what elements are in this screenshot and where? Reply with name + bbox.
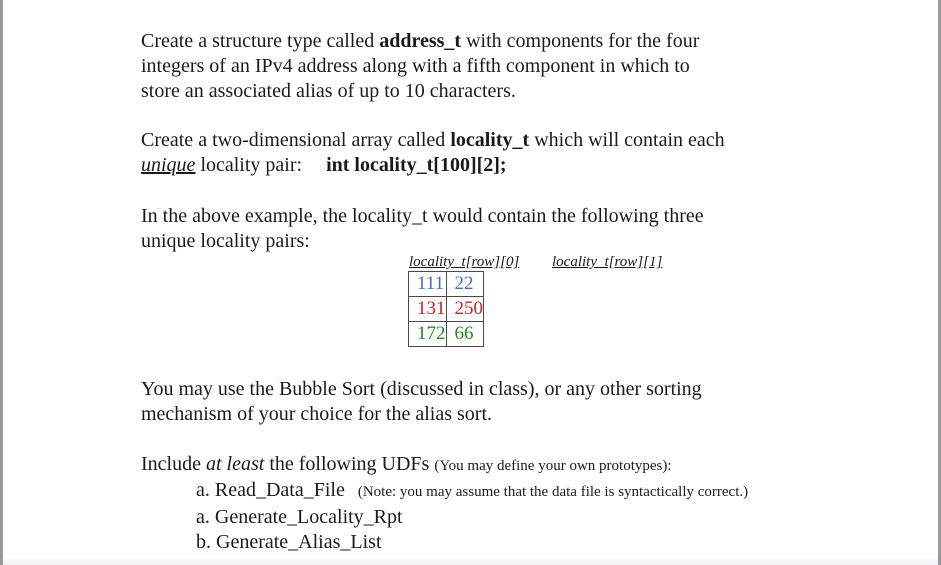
keyword-locality-t: locality_t [450, 129, 530, 151]
table-cell: 250 [446, 297, 484, 322]
paragraph-locality-array [141, 128, 725, 178]
paragraph-line: store an associated alias of up to 10 characters. [141, 80, 516, 102]
paragraph-sorting [141, 377, 702, 427]
list-item [196, 530, 748, 555]
column-header: locality_t[row][1] [552, 254, 663, 270]
emphasis-at-least: at least [205, 453, 265, 475]
paragraph-line [141, 29, 699, 54]
udf-note: (Note: you may assume that the data file is syntactically correct.) [357, 484, 749, 500]
table-cell: 111 [409, 272, 447, 297]
text-run: Create a structure type called [141, 30, 380, 52]
prototype-note: (You may define your own prototypes): [434, 458, 672, 474]
udf-name: b. Generate_Alias_List [196, 531, 382, 553]
text-run: which will contain each [529, 129, 725, 151]
paragraph-line [141, 452, 672, 479]
paragraph-line [141, 128, 725, 153]
udf-list [196, 478, 748, 555]
paragraph-line: You may use the Bubble Sort (discussed in class), or any other sorting [141, 378, 702, 400]
text-run: Include [141, 453, 206, 475]
emphasis-unique: unique [141, 154, 196, 176]
table-row [409, 272, 484, 297]
udf-name: a. Generate_Locality_Rpt [196, 506, 403, 528]
paragraph-line [141, 153, 725, 178]
code-declaration: int locality_t[100][2]; [326, 154, 507, 176]
paragraph-example [141, 204, 704, 254]
table-row [409, 297, 484, 322]
list-item [196, 505, 748, 530]
paragraph-line: In the above example, the locality_t would contain the following three [141, 205, 704, 227]
udf-name: a. Read_Data_File [196, 479, 345, 501]
paragraph-line: integers of an IPv4 address along with a fifth component in which to [141, 55, 690, 77]
text-run: the following UDFs [264, 453, 435, 475]
table-cell: 131 [409, 297, 447, 322]
paragraph-line: mechanism of your choice for the alias sort. [141, 403, 492, 425]
table-cell: 172 [409, 322, 447, 347]
paragraph-udfs [141, 452, 672, 479]
table-cell: 22 [446, 272, 484, 297]
text-run: with components for the four [461, 30, 700, 52]
list-item [196, 478, 748, 505]
keyword-address-t: address_t [379, 30, 462, 52]
text-run: locality pair: [195, 154, 303, 176]
bottom-shadow [3, 557, 938, 565]
locality-table [408, 271, 484, 347]
table-row [409, 322, 484, 347]
table-cell: 66 [446, 322, 484, 347]
text-run: Create a two-dimensional array called [141, 129, 451, 151]
column-header: locality_t[row][0] [409, 254, 520, 270]
page-border-left [0, 0, 3, 565]
paragraph-structure-type [141, 29, 699, 104]
paragraph-line: unique locality pairs: [141, 230, 310, 252]
